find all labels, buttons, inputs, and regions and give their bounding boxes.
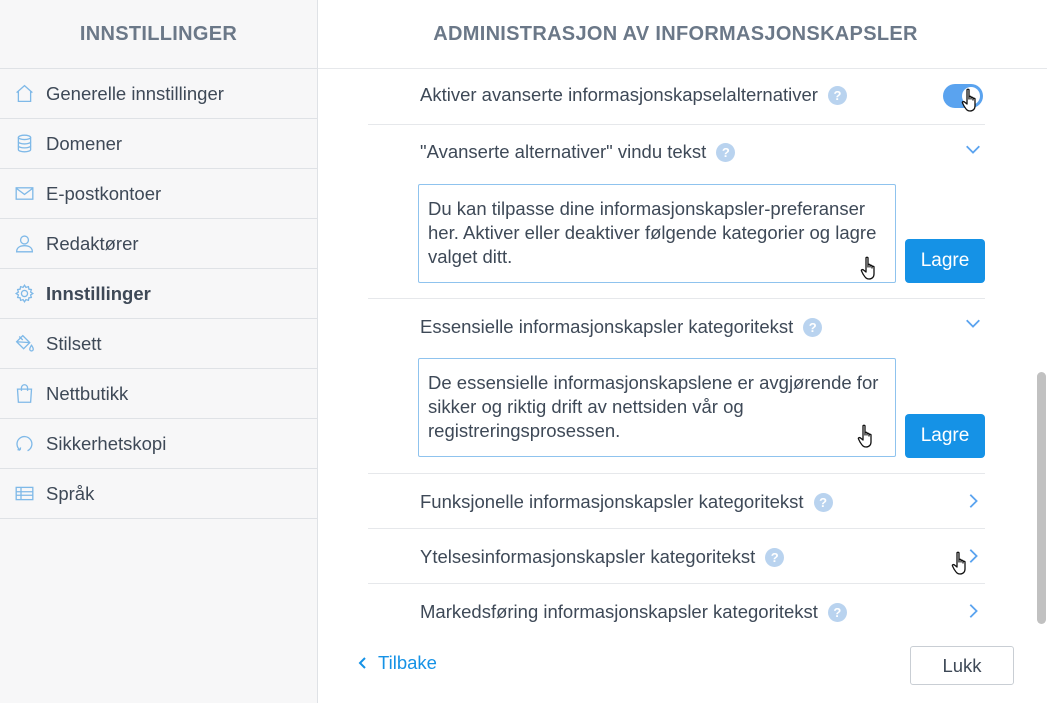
marketing-cookies-section[interactable] <box>368 584 985 626</box>
sidebar-item-label: Nettbutikk <box>46 382 129 404</box>
section-label: Funksjonelle informasjonskapsler kategoritekst <box>420 491 804 512</box>
sidebar-item-label: Språk <box>46 482 95 504</box>
sidebar-item-styles[interactable] <box>0 319 317 369</box>
section-label: Markedsføring informasjonskapsler kategoritekst <box>420 601 818 622</box>
sidebar-item-label: Sikkerhetskopi <box>46 432 167 454</box>
scrollbar-thumb[interactable] <box>1037 372 1046 624</box>
hand-cursor-icon <box>951 551 971 577</box>
chevron-down-icon[interactable] <box>961 137 985 161</box>
sidebar-title: INNSTILLINGER <box>0 0 317 69</box>
hand-cursor-icon <box>961 88 981 114</box>
hand-cursor-icon <box>857 424 877 450</box>
sidebar-item-editors[interactable] <box>0 219 317 269</box>
sidebar-item-general-settings[interactable] <box>0 69 317 119</box>
sidebar-item-email-accounts[interactable] <box>0 169 317 219</box>
help-icon[interactable]: ? <box>716 143 735 162</box>
settings-sidebar <box>0 0 318 703</box>
shopping-bag-icon <box>13 383 35 405</box>
chevron-right-icon[interactable] <box>961 599 985 623</box>
user-icon <box>13 233 35 255</box>
gear-icon <box>13 283 35 305</box>
functional-cookies-section[interactable] <box>368 474 985 529</box>
help-icon[interactable]: ? <box>814 493 833 512</box>
sidebar-item-label: Generelle innstillinger <box>46 82 224 104</box>
section-label[interactable]: Essensielle informasjonskapsler kategoritekst <box>420 316 794 337</box>
help-icon[interactable]: ? <box>803 318 822 337</box>
back-label[interactable]: Tilbake <box>378 652 437 673</box>
cookie-admin-panel <box>318 0 1047 703</box>
sidebar-item-settings[interactable] <box>0 269 317 319</box>
settings-scroll-area[interactable] <box>318 70 1047 626</box>
sidebar-item-backup[interactable] <box>0 419 317 469</box>
sidebar-item-label: Stilsett <box>46 332 102 354</box>
paint-bucket-icon <box>13 333 35 355</box>
section-label: Ytelsesinformasjonskapsler kategoritekst <box>420 546 756 567</box>
back-link[interactable] <box>356 652 437 674</box>
chevron-right-icon[interactable] <box>961 489 985 513</box>
sidebar-item-webshop[interactable] <box>0 369 317 419</box>
save-button[interactable]: Lagre <box>905 239 985 283</box>
flag-icon <box>13 483 35 505</box>
hand-cursor-icon <box>860 256 880 282</box>
save-button[interactable]: Lagre <box>905 414 985 458</box>
sidebar-item-language[interactable] <box>0 469 317 519</box>
essential-cookies-section <box>368 299 985 474</box>
chevron-down-icon[interactable] <box>961 311 985 335</box>
chevron-left-icon <box>356 656 368 670</box>
help-icon[interactable]: ? <box>828 86 847 105</box>
mail-icon <box>13 183 35 205</box>
sidebar-item-label: E-postkontoer <box>46 182 162 204</box>
performance-cookies-section[interactable] <box>368 529 985 584</box>
section-label[interactable]: "Avanserte alternativer" vindu tekst <box>420 141 707 162</box>
sidebar-item-domains[interactable] <box>0 119 317 169</box>
database-icon <box>13 133 35 155</box>
essential-cookies-text-field[interactable]: De essensielle informasjonskapslene er avgjørende for sikker og riktig drift av nettsiden vår og registreringsprosessen. <box>418 358 896 457</box>
advanced-options-label: Aktiver avanserte informasjonskapselalternativer <box>420 84 818 105</box>
backup-icon <box>13 433 35 455</box>
sidebar-item-label: Redaktører <box>46 232 139 254</box>
close-button[interactable]: Lukk <box>910 646 1014 685</box>
sidebar-item-label: Innstillinger <box>46 282 151 304</box>
sidebar-item-label: Domener <box>46 132 123 154</box>
page-title: ADMINISTRASJON AV INFORMASJONSKAPSLER <box>318 0 1047 69</box>
advanced-options-toggle-row <box>368 70 985 125</box>
help-icon[interactable]: ? <box>765 548 784 567</box>
advanced-window-text-section <box>368 125 985 299</box>
help-icon[interactable]: ? <box>828 603 847 622</box>
home-icon <box>13 83 35 105</box>
advanced-window-text-field[interactable]: Du kan tilpasse dine informasjonskapsler-preferanser her. Aktiver eller deaktiver følgende kategorier og lagre valget ditt. <box>418 184 896 283</box>
scrollbar[interactable] <box>1035 70 1047 626</box>
